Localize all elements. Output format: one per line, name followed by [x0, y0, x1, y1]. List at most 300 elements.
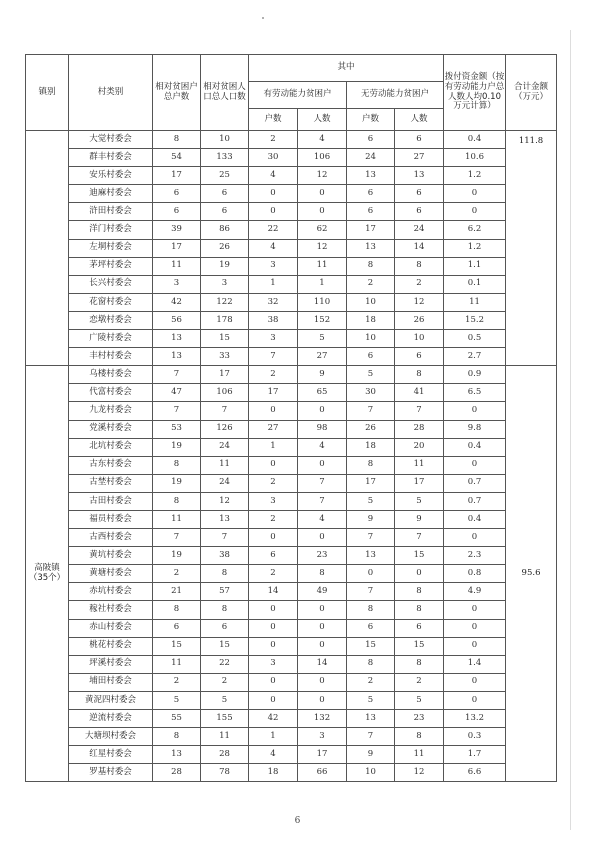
table-row	[26, 131, 557, 149]
value-cell: 27	[249, 420, 298, 438]
value-cell: 42	[153, 293, 201, 311]
value-cell: 8	[347, 456, 395, 474]
table-body	[26, 131, 557, 782]
value-cell: 15	[201, 330, 249, 348]
table-row	[26, 221, 557, 239]
village-name-cell: 古东村委会	[69, 456, 153, 474]
value-cell: 10	[395, 330, 444, 348]
table-row	[26, 529, 557, 547]
header-village: 村类别	[69, 55, 153, 131]
town-cell: 高陂镇（35个）	[26, 366, 69, 782]
table-row	[26, 619, 557, 637]
value-cell: 56	[153, 311, 201, 329]
value-cell: 8	[395, 601, 444, 619]
value-cell: 1.4	[444, 655, 506, 673]
value-cell: 0	[298, 185, 347, 203]
value-cell: 18	[249, 764, 298, 782]
value-cell: 0.8	[444, 565, 506, 583]
value-cell: 15.2	[444, 311, 506, 329]
village-name-cell: 党溪村委会	[69, 420, 153, 438]
table-row	[26, 366, 557, 384]
header-nolabor-hh: 户数	[347, 109, 395, 131]
value-cell: 11	[201, 456, 249, 474]
table-row	[26, 710, 557, 728]
value-cell: 98	[298, 420, 347, 438]
value-cell: 14	[395, 239, 444, 257]
value-cell: 6.6	[444, 764, 506, 782]
value-cell: 78	[201, 764, 249, 782]
value-cell: 12	[395, 764, 444, 782]
value-cell: 12	[298, 239, 347, 257]
table-row	[26, 655, 557, 673]
value-cell: 126	[201, 420, 249, 438]
table-row	[26, 167, 557, 185]
value-cell: 2	[249, 131, 298, 149]
value-cell: 66	[298, 764, 347, 782]
value-cell: 28	[153, 764, 201, 782]
value-cell: 7	[153, 529, 201, 547]
value-cell: 110	[298, 293, 347, 311]
value-cell: 8	[347, 601, 395, 619]
village-name-cell: 洋门村委会	[69, 221, 153, 239]
value-cell: 2	[347, 673, 395, 691]
value-cell: 0.3	[444, 728, 506, 746]
table-row	[26, 239, 557, 257]
table-row	[26, 348, 557, 366]
value-cell: 6	[153, 619, 201, 637]
value-cell: 10.6	[444, 149, 506, 167]
value-cell: 22	[249, 221, 298, 239]
value-cell: 132	[298, 710, 347, 728]
table-row	[26, 311, 557, 329]
village-name-cell: 埔田村委会	[69, 673, 153, 691]
table-row	[26, 691, 557, 709]
table-row	[26, 764, 557, 782]
value-cell: 47	[153, 384, 201, 402]
village-name-cell: 黄泥四村委会	[69, 691, 153, 709]
table-row	[26, 203, 557, 221]
value-cell: 106	[201, 384, 249, 402]
value-cell: 7	[201, 529, 249, 547]
value-cell: 17	[249, 384, 298, 402]
value-cell: 0	[444, 456, 506, 474]
value-cell: 8	[153, 492, 201, 510]
value-cell: 28	[395, 420, 444, 438]
value-cell: 11	[201, 728, 249, 746]
value-cell: 0	[249, 456, 298, 474]
value-cell: 27	[395, 149, 444, 167]
value-cell: 17	[395, 474, 444, 492]
value-cell: 3	[249, 492, 298, 510]
value-cell: 0	[444, 203, 506, 221]
village-name-cell: 北坑村委会	[69, 438, 153, 456]
value-cell: 10	[347, 764, 395, 782]
value-cell: 10	[347, 330, 395, 348]
village-name-cell: 古埜村委会	[69, 474, 153, 492]
value-cell: 6	[153, 203, 201, 221]
value-cell: 5	[347, 366, 395, 384]
table-row	[26, 565, 557, 583]
value-cell: 5	[201, 691, 249, 709]
header-total: 合计金额（万元）	[506, 55, 557, 131]
value-cell: 7	[153, 402, 201, 420]
value-cell: 3	[153, 275, 201, 293]
value-cell: 106	[298, 149, 347, 167]
header-labor: 有劳动能力贫困户	[249, 82, 347, 109]
value-cell: 0	[298, 619, 347, 637]
value-cell: 12	[298, 167, 347, 185]
value-cell: 24	[201, 438, 249, 456]
header-of-which: 其中	[249, 55, 444, 82]
value-cell: 49	[298, 583, 347, 601]
value-cell: 0.7	[444, 492, 506, 510]
value-cell: 8	[395, 583, 444, 601]
value-cell: 53	[153, 420, 201, 438]
table-row	[26, 149, 557, 167]
value-cell: 7	[153, 366, 201, 384]
value-cell: 15	[201, 637, 249, 655]
value-cell: 3	[298, 728, 347, 746]
village-name-cell: 古田村委会	[69, 492, 153, 510]
group-total-cell: 111.8	[506, 131, 557, 366]
value-cell: 0	[347, 565, 395, 583]
village-name-cell: 左垌村委会	[69, 239, 153, 257]
table-row	[26, 474, 557, 492]
value-cell: 0	[249, 402, 298, 420]
value-cell: 8	[395, 366, 444, 384]
value-cell: 11	[153, 257, 201, 275]
value-cell: 2	[249, 366, 298, 384]
value-cell: 1	[249, 438, 298, 456]
value-cell: 0	[444, 673, 506, 691]
table-row	[26, 637, 557, 655]
value-cell: 13	[347, 239, 395, 257]
value-cell: 0	[249, 691, 298, 709]
value-cell: 2	[395, 275, 444, 293]
table-row	[26, 293, 557, 311]
table-row	[26, 275, 557, 293]
value-cell: 0	[249, 529, 298, 547]
value-cell: 7	[201, 402, 249, 420]
town-cell	[26, 131, 69, 366]
value-cell: 6.2	[444, 221, 506, 239]
value-cell: 4	[298, 438, 347, 456]
value-cell: 6	[249, 547, 298, 565]
value-cell: 28	[201, 746, 249, 764]
value-cell: 1	[249, 728, 298, 746]
value-cell: 12	[395, 293, 444, 311]
value-cell: 0	[444, 185, 506, 203]
header-labor-people: 人数	[298, 109, 347, 131]
table-row	[26, 746, 557, 764]
value-cell: 6.5	[444, 384, 506, 402]
value-cell: 11	[153, 655, 201, 673]
value-cell: 26	[201, 239, 249, 257]
village-name-cell: 逆流村委会	[69, 710, 153, 728]
table-row	[26, 402, 557, 420]
value-cell: 0	[444, 691, 506, 709]
value-cell: 7	[395, 529, 444, 547]
value-cell: 3	[249, 330, 298, 348]
value-cell: 0	[249, 185, 298, 203]
value-cell: 41	[395, 384, 444, 402]
header-town: 镇别	[26, 55, 69, 131]
value-cell: 32	[249, 293, 298, 311]
value-cell: 2	[347, 275, 395, 293]
value-cell: 0	[249, 637, 298, 655]
value-cell: 6	[347, 131, 395, 149]
value-cell: 2	[395, 673, 444, 691]
value-cell: 17	[347, 221, 395, 239]
value-cell: 5	[395, 691, 444, 709]
value-cell: 0	[444, 601, 506, 619]
village-name-cell: 古西村委会	[69, 529, 153, 547]
table-row	[26, 456, 557, 474]
header-households: 相对贫困户总户数	[153, 55, 201, 131]
value-cell: 0	[298, 601, 347, 619]
table-row	[26, 673, 557, 691]
village-name-cell: 桃花村委会	[69, 637, 153, 655]
value-cell: 5	[153, 691, 201, 709]
value-cell: 6	[395, 185, 444, 203]
value-cell: 1	[298, 275, 347, 293]
value-cell: 19	[153, 474, 201, 492]
value-cell: 57	[201, 583, 249, 601]
village-name-cell: 安乐村委会	[69, 167, 153, 185]
value-cell: 38	[249, 311, 298, 329]
value-cell: 30	[249, 149, 298, 167]
value-cell: 0.4	[444, 510, 506, 528]
poverty-funds-table	[25, 54, 557, 782]
value-cell: 1.2	[444, 239, 506, 257]
value-cell: 23	[298, 547, 347, 565]
village-name-cell: 福员村委会	[69, 510, 153, 528]
value-cell: 5	[298, 330, 347, 348]
value-cell: 122	[201, 293, 249, 311]
value-cell: 5	[347, 492, 395, 510]
value-cell: 0	[249, 619, 298, 637]
value-cell: 2	[201, 673, 249, 691]
value-cell: 33	[201, 348, 249, 366]
value-cell: 8	[347, 257, 395, 275]
value-cell: 15	[347, 637, 395, 655]
value-cell: 62	[298, 221, 347, 239]
value-cell: 6	[395, 619, 444, 637]
village-name-cell: 红星村委会	[69, 746, 153, 764]
table-row	[26, 547, 557, 565]
value-cell: 0	[444, 637, 506, 655]
value-cell: 3	[249, 257, 298, 275]
value-cell: 4	[298, 131, 347, 149]
value-cell: 8	[153, 456, 201, 474]
table-row	[26, 438, 557, 456]
value-cell: 23	[395, 710, 444, 728]
value-cell: 17	[298, 746, 347, 764]
value-cell: 6	[347, 203, 395, 221]
value-cell: 13	[153, 348, 201, 366]
value-cell: 26	[395, 311, 444, 329]
value-cell: 152	[298, 311, 347, 329]
value-cell: 0	[249, 203, 298, 221]
value-cell: 8	[153, 728, 201, 746]
value-cell: 7	[347, 583, 395, 601]
value-cell: 0.4	[444, 131, 506, 149]
value-cell: 7	[395, 402, 444, 420]
header-nolabor: 无劳动能力贫困户	[347, 82, 444, 109]
value-cell: 9	[347, 746, 395, 764]
value-cell: 14	[249, 583, 298, 601]
value-cell: 155	[201, 710, 249, 728]
value-cell: 24	[395, 221, 444, 239]
value-cell: 27	[298, 348, 347, 366]
value-cell: 3	[249, 655, 298, 673]
scan-edge-line	[570, 30, 571, 830]
value-cell: 1.7	[444, 746, 506, 764]
value-cell: 0	[444, 529, 506, 547]
village-name-cell: 恋墩村委会	[69, 311, 153, 329]
value-cell: 6	[201, 203, 249, 221]
value-cell: 0	[395, 565, 444, 583]
value-cell: 25	[201, 167, 249, 185]
village-name-cell: 大觉村委会	[69, 131, 153, 149]
village-name-cell: 九龙村委会	[69, 402, 153, 420]
value-cell: 39	[153, 221, 201, 239]
value-cell: 2	[249, 474, 298, 492]
value-cell: 6	[395, 203, 444, 221]
value-cell: 13	[395, 167, 444, 185]
value-cell: 0.4	[444, 438, 506, 456]
village-name-cell: 赤坑村委会	[69, 583, 153, 601]
value-cell: 0	[298, 673, 347, 691]
group-total-cell: 95.6	[506, 366, 557, 782]
value-cell: 0	[298, 637, 347, 655]
value-cell: 4	[298, 510, 347, 528]
value-cell: 2	[153, 565, 201, 583]
value-cell: 13	[153, 330, 201, 348]
value-cell: 11	[395, 456, 444, 474]
value-cell: 19	[153, 438, 201, 456]
page-number: 6	[294, 816, 301, 826]
value-cell: 6	[153, 185, 201, 203]
table-row	[26, 384, 557, 402]
value-cell: 7	[347, 402, 395, 420]
value-cell: 6	[347, 185, 395, 203]
value-cell: 86	[201, 221, 249, 239]
value-cell: 0	[444, 402, 506, 420]
value-cell: 13	[347, 167, 395, 185]
value-cell: 11	[298, 257, 347, 275]
value-cell: 13	[347, 547, 395, 565]
value-cell: 2.7	[444, 348, 506, 366]
value-cell: 8	[153, 601, 201, 619]
value-cell: 0.5	[444, 330, 506, 348]
village-name-cell: 群丰村委会	[69, 149, 153, 167]
value-cell: 0.9	[444, 366, 506, 384]
value-cell: 0	[249, 601, 298, 619]
value-cell: 8	[395, 655, 444, 673]
value-cell: 30	[347, 384, 395, 402]
header-nolabor-people: 人数	[395, 109, 444, 131]
value-cell: 6	[347, 348, 395, 366]
village-name-cell: 黄坑村委会	[69, 547, 153, 565]
value-cell: 21	[153, 583, 201, 601]
table-row	[26, 257, 557, 275]
table-row	[26, 601, 557, 619]
value-cell: 17	[153, 239, 201, 257]
value-cell: 10	[201, 131, 249, 149]
value-cell: 13	[347, 710, 395, 728]
value-cell: 17	[153, 167, 201, 185]
value-cell: 0.7	[444, 474, 506, 492]
value-cell: 178	[201, 311, 249, 329]
village-name-cell: 茅坪村委会	[69, 257, 153, 275]
village-name-cell: 坪溪村委会	[69, 655, 153, 673]
table-row	[26, 583, 557, 601]
value-cell: 5	[347, 691, 395, 709]
value-cell: 17	[347, 474, 395, 492]
value-cell: 6	[347, 619, 395, 637]
village-name-cell: 浒田村委会	[69, 203, 153, 221]
value-cell: 11	[444, 293, 506, 311]
value-cell: 133	[201, 149, 249, 167]
header-funds: 拨付资金额（按有劳动能力户总人数人均0.10万元计算）	[444, 55, 506, 131]
value-cell: 55	[153, 710, 201, 728]
village-name-cell: 赤山村委会	[69, 619, 153, 637]
value-cell: 11	[153, 510, 201, 528]
table-row	[26, 728, 557, 746]
village-name-cell: 稼社村委会	[69, 601, 153, 619]
value-cell: 8	[395, 728, 444, 746]
value-cell: 10	[347, 293, 395, 311]
village-name-cell: 广陵村委会	[69, 330, 153, 348]
village-name-cell: 丰村村委会	[69, 348, 153, 366]
value-cell: 9	[347, 510, 395, 528]
value-cell: 7	[298, 492, 347, 510]
value-cell: 0	[444, 619, 506, 637]
value-cell: 11	[395, 746, 444, 764]
value-cell: 18	[347, 311, 395, 329]
village-name-cell: 迪麻村委会	[69, 185, 153, 203]
value-cell: 0	[249, 673, 298, 691]
value-cell: 2	[153, 673, 201, 691]
value-cell: 1.1	[444, 257, 506, 275]
value-cell: 54	[153, 149, 201, 167]
value-cell: 7	[347, 529, 395, 547]
value-cell: 15	[395, 637, 444, 655]
value-cell: 9.8	[444, 420, 506, 438]
value-cell: 0	[298, 691, 347, 709]
value-cell: 13	[201, 510, 249, 528]
table-row	[26, 185, 557, 203]
value-cell: 5	[395, 492, 444, 510]
village-name-cell: 大塘坝村委会	[69, 728, 153, 746]
value-cell: 2	[249, 510, 298, 528]
value-cell: 14	[298, 655, 347, 673]
value-cell: 2	[249, 565, 298, 583]
value-cell: 4	[249, 239, 298, 257]
value-cell: 7	[249, 348, 298, 366]
value-cell: 17	[201, 366, 249, 384]
value-cell: 0	[298, 529, 347, 547]
value-cell: 9	[395, 510, 444, 528]
village-name-cell: 乌楼村委会	[69, 366, 153, 384]
value-cell: 0	[298, 402, 347, 420]
value-cell: 8	[395, 257, 444, 275]
village-name-cell: 黄塘村委会	[69, 565, 153, 583]
value-cell: 15	[395, 547, 444, 565]
value-cell: 0	[298, 456, 347, 474]
value-cell: 8	[298, 565, 347, 583]
